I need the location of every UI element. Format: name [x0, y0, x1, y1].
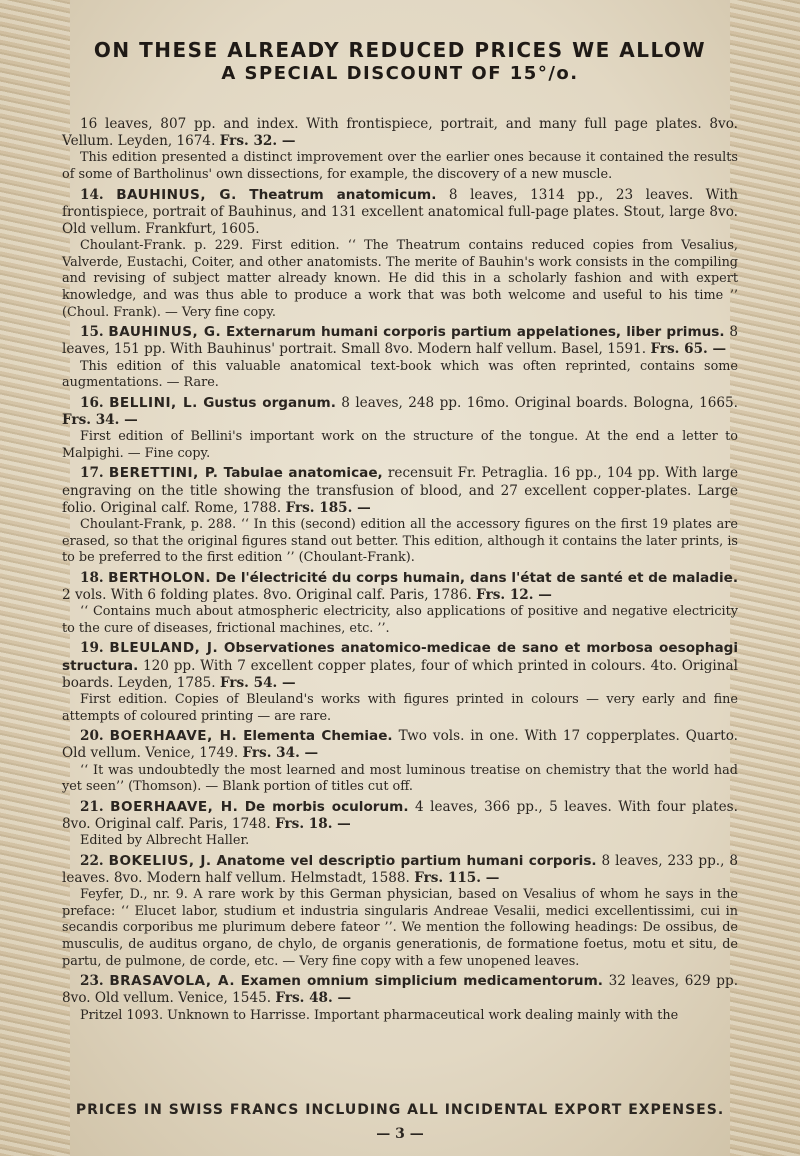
catalogue-entry	[62, 799, 738, 850]
entry-note: Feyfer, D., nr. 9. A rare work by this German physician, based on Vesalius of whom he says in the preface: ‘‘ Elucet labor, studium et industria singularis Andreae Vesalii, medici excellentissimi, cui in secandis corporibus me plurimum debere fateor ’’. We mention the following headings: De ossibus, de musculis, de auditus organo, de chylo, de organis generationis, de formatione foetus, motu et situ, de partu, de pulmone, de corde, etc. — Very fine copy with a few unopened leaves.	[62, 887, 738, 969]
entry-price: Frs. 65. —	[650, 341, 727, 358]
entry-number: 17.	[80, 465, 104, 482]
catalogue-entry	[62, 640, 738, 725]
entry-author: BAUHINUS, G.	[116, 186, 237, 203]
catalogue-entry	[62, 116, 738, 184]
entry-note: This edition presented a distinct improvement over the earlier ones because it contained the results of some of Bartholinus' own dissections, for example, the discovery of a new muscle.	[62, 150, 738, 182]
entry-details: 2 vols. With 6 folding plates. 8vo. Original calf. Paris, 1786.	[62, 586, 472, 603]
entry-main	[62, 973, 738, 1007]
entry-price: Frs. 32. —	[219, 133, 296, 150]
catalogue-entry	[62, 395, 738, 463]
entry-number: 16.	[80, 394, 104, 411]
entry-note: ‘‘ Contains much about atmospheric electricity, also applications of positive and negative electricity to the cure of diseases, frictional machines, etc. ’’.	[62, 604, 738, 636]
entry-main	[62, 799, 738, 833]
entry-note: This edition of this valuable anatomical text-book which was often reprinted, contains some augmentations. — Rare.	[62, 358, 738, 391]
entry-details: 8 leaves, 1314 pp., 23 leaves. With frontispiece, portrait of Bauhinus, and 131 excellent anatomical full-page plates. Stout, large 8vo. Old vellum. Frankfurt, 1605.	[62, 186, 738, 237]
entry-main	[62, 640, 738, 692]
entry-price: Frs. 115. —	[414, 869, 500, 886]
entry-title: Gustus organum.	[203, 394, 336, 411]
entry-details: 120 pp. With 7 excellent copper plates, four of which printed in colours. 4to. Original boards. Leyden, 1785.	[62, 657, 738, 691]
entry-main	[62, 187, 738, 239]
catalogue-entry	[62, 570, 738, 638]
catalogue-entry	[62, 973, 738, 1024]
entry-title: De morbis oculorum.	[244, 798, 409, 815]
entry-number: 20.	[80, 728, 104, 745]
entry-details: 8 leaves, 233 pp., 8 leaves. 8vo. Modern half vellum. Helmstadt, 1588.	[62, 852, 738, 886]
entry-note: First edition. Copies of Bleuland's works with figures printed in colours — very early and fine attempts of coloured printing — are rare.	[62, 691, 738, 724]
entry-title: Externarum humani corporis partium appelationes, liber primus.	[225, 324, 725, 341]
entry-main	[62, 570, 738, 604]
header-line-2: A SPECIAL DISCOUNT OF 15°/o.	[221, 63, 579, 84]
entry-author: BAUHINUS, G.	[108, 324, 222, 341]
entry-price: Frs. 34. —	[62, 411, 138, 428]
entry-number: 22.	[80, 852, 104, 869]
entry-note: Pritzel 1093. Unknown to Harrisse. Important pharmaceutical work dealing mainly with the	[80, 1007, 679, 1023]
entry-details: 32 leaves, 629 pp. 8vo. Old vellum. Venice, 1545.	[62, 973, 739, 1007]
entry-number: 23.	[80, 973, 104, 990]
entry-details: 16 leaves, 807 pp. and index. With frontispiece, portrait, and many full page plates. 8vo. Vellum. Leyden, 1674.	[62, 116, 738, 150]
entry-title: Theatrum anatomicum.	[249, 186, 437, 203]
entry-details: 8 leaves, 248 pp. 16mo. Original boards. Bologna, 1665.	[341, 394, 738, 411]
entry-author: BOERHAAVE, H.	[109, 728, 238, 745]
entry-author: BERTHOLON.	[108, 569, 212, 586]
entry-number: 14.	[80, 186, 104, 203]
entry-author: BOERHAAVE, H.	[110, 798, 239, 815]
entry-author: BELLINI, L.	[109, 394, 198, 411]
entry-price: Frs. 18. —	[275, 815, 351, 832]
entry-author: BERETTINI, P.	[108, 465, 219, 482]
entry-number: 19.	[80, 640, 104, 657]
catalogue-entry	[62, 853, 738, 970]
entry-title: Tabulae anatomicae,	[223, 465, 383, 482]
entry-price: Frs. 48. —	[275, 990, 352, 1007]
entry-main	[62, 395, 738, 429]
entry-note: ‘‘ It was undoubtedly the most learned and most luminous treatise on chemistry that the world had yet seen’’ (Thomson). — Blank portion of titles cut off.	[62, 762, 738, 795]
entry-price: Frs. 185. —	[285, 499, 371, 516]
discount-header	[62, 38, 738, 86]
entry-price: Frs. 54. —	[219, 674, 296, 691]
page-content	[62, 38, 738, 1027]
entry-author: BOKELIUS, J.	[108, 852, 212, 869]
entry-title: Observationes anatomico-medicae de sano et morbosa oesophagi structura.	[62, 640, 739, 674]
entry-details: recensuit Fr. Petraglia. 16 pp., 104 pp. With large engraving on the title showing the transfusion of blood, and 27 excellent copper-plates. Large folio. Original calf. Rome, 1788.	[62, 465, 739, 516]
entry-title: Anatome vel descriptio partium humani corporis.	[216, 852, 597, 869]
entry-main	[62, 728, 738, 762]
entry-price: Frs. 34. —	[242, 745, 319, 762]
entry-main	[62, 324, 738, 358]
entry-number: 21.	[80, 798, 104, 815]
page-edge-right	[730, 0, 800, 1156]
entry-note: Choulant-Frank. p. 229. First edition. ‘‘ The Theatrum contains reduced copies from Vesalius, Valverde, Eustachi, Coiter, and other anatomists. The merite of Bauhin's work consists in the compiling and revising of subject matter already known. He did this in a scholarly fashion and with expert knowledge, and was thus able to produce a work that was both welcome and useful to his time ’’ (Choul. Frank). — Very fine copy.	[62, 238, 738, 320]
page-edge-left	[0, 0, 70, 1156]
entry-main	[62, 465, 738, 517]
entry-author: BRASAVOLA, A.	[109, 973, 235, 990]
catalogue-entry	[62, 187, 738, 322]
header-line-1: ON THESE ALREADY REDUCED PRICES WE ALLOW	[93, 38, 707, 62]
entry-details: Two vols. in one. With 17 copperplates. Quarto. Old vellum. Venice, 1749.	[62, 728, 738, 762]
prices-footer: PRICES IN SWISS FRANCS INCLUDING ALL INCIDENTAL EXPORT EXPENSES.	[75, 1102, 725, 1118]
entry-price: Frs. 12. —	[476, 586, 552, 603]
entry-author: BLEULAND, J.	[109, 640, 219, 657]
entry-main	[62, 116, 738, 150]
catalogue-entry	[62, 465, 738, 566]
entry-note: Edited by Albrecht Haller.	[80, 833, 250, 849]
entry-details: 4 leaves, 366 pp., 5 leaves. With four plates. 8vo. Original calf. Paris, 1748.	[62, 798, 738, 832]
entry-note: Choulant-Frank, p. 288. ‘‘ In this (second) edition all the accessory figures on the first 19 plates are erased, so that the original figures stand out better. This edition, although it contains the later prints, is to be preferred to the first edition ’’ (Choulant-Frank).	[62, 516, 738, 566]
entry-number: 15.	[80, 324, 104, 341]
entry-details: 8 leaves, 151 pp. With Bauhinus' portrait. Small 8vo. Modern half vellum. Basel, 1591.	[62, 324, 738, 358]
catalogue-entry	[62, 324, 738, 392]
entry-title: Elementa Chemiae.	[243, 728, 393, 745]
entry-note: First edition of Bellini's important work on the structure of the tongue. At the end a letter to Malpighi. — Fine copy.	[62, 429, 738, 461]
entry-title: De l'électricité du corps humain, dans l'état de santé et de maladie.	[215, 569, 738, 586]
page-number: — 3 —	[376, 1126, 424, 1142]
entry-number: 18.	[80, 569, 104, 586]
catalogue-entries	[62, 116, 738, 1024]
entry-main	[62, 853, 738, 887]
entry-title: Examen omnium simplicium medicamentorum.	[240, 973, 603, 990]
catalogue-entry	[62, 728, 738, 796]
